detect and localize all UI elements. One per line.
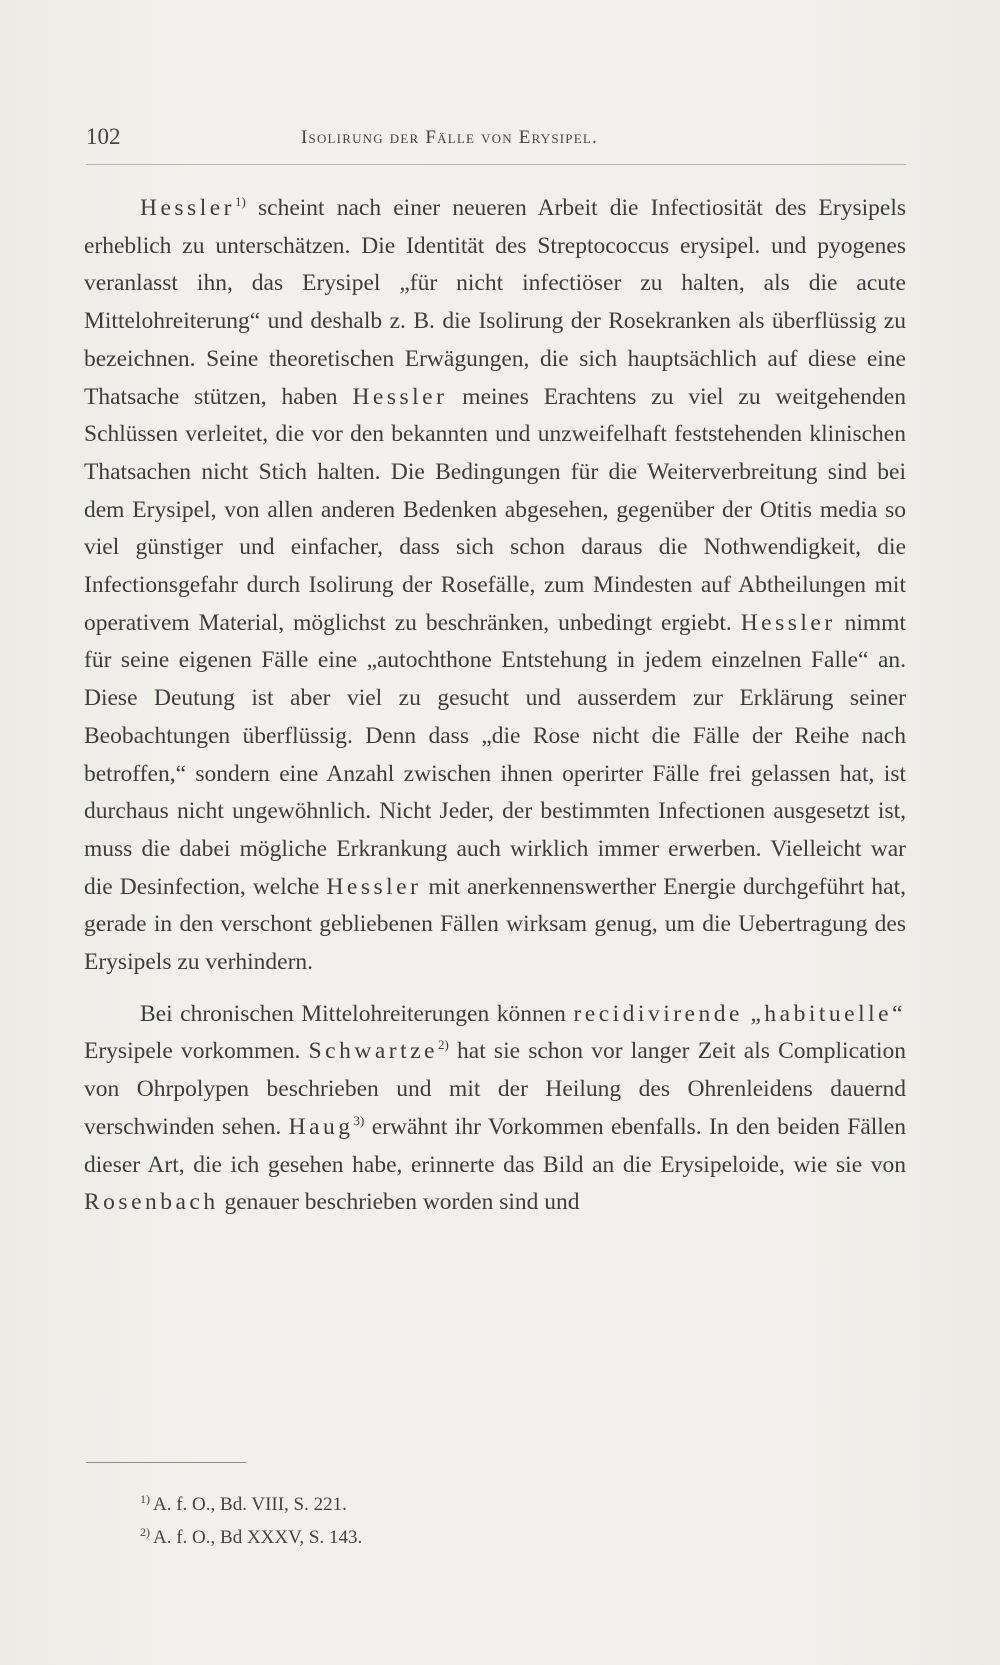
text-run: mit anerkennenswerther Energie durchgeführt hat, gerade in den verschont gebliebenen Fällen wirksam genug, um die Uebertragung des Erysipels zu verhindern.	[84, 873, 906, 976]
running-title: Isolirung der Fälle von Erysipel.	[301, 127, 598, 148]
spaced-name: Rosenbach	[84, 1189, 219, 1216]
spaced-name: „habituelle“	[750, 1000, 906, 1027]
spaced-name: Hessler	[352, 383, 448, 410]
footnote-text: A. f. O., Bd XXXV, S. 143.	[153, 1527, 363, 1548]
text-run: Bei chronischen Mittelohreiterungen können	[140, 1000, 574, 1027]
body-paragraph	[84, 190, 906, 982]
text-run: meines Erachtens zu viel zu weitgehenden Schlüssen verleitet, die vor den bekannten und unzweifelhaft feststehenden klinischen Thatsachen nicht Stich halten. Die Bedingungen für die Weiterverbreitung sind bei dem Erysipel, von allen anderen Bedenken abgesehen, gegenüber der Otitis media so viel günstiger und einfacher, dass sich schon daraus die Nothwendigkeit, die Infectionsgefahr durch Isolirung der Rosefälle, zum Mindesten auf Abtheilungen mit operativem Material, möglichst zu beschränken, unbedingt ergiebt.	[84, 383, 906, 636]
spaced-name: recidivirende	[573, 1000, 743, 1027]
footnote	[140, 1488, 640, 1521]
spaced-name: Hessler	[140, 195, 235, 221]
page-number: 102	[86, 124, 121, 149]
text-run: nimmt für seine eigenen Fälle eine „autochthone Entstehung in jedem einzelnen Falle“ an. Diese Deutung ist aber viel zu gesucht und ausserdem zur Erklärung seiner Beobachtungen überflüssig. Denn dass „die Rose nicht die Fälle der Reihe nach betroffen,“ sondern eine Anzahl zwischen ihnen operirter Fälle frei gelassen hat, ist durchaus nicht ungewöhnlich. Nicht Jeder, der bestimmten Infectionen ausgesetzt ist, muss die dabei mögliche Erkrankung auch wirklich immer erwerben. Vielleicht war die Desinfection, welche	[84, 609, 906, 900]
footnote-mark: 1)	[140, 1492, 150, 1506]
footnote-reference: 2)	[437, 1037, 449, 1053]
text-run: scheint nach einer neueren Arbeit die Infectiosität des Erysipels erheblich zu unterschätzen. Die Identität des Streptococcus erysipel. und pyogenes veranlasst ihn, das Erysipel „für nicht infectiöser zu halten, als die acute Mittelohreiterung“ und deshalb z. B. die Isolirung der Rosekranken als überflüssig zu bezeichnen. Seine theoretischen Erwägungen, die sich hauptsächlich auf diese eine Thatsache stützen, haben	[84, 195, 906, 410]
footnotes	[140, 1488, 640, 1554]
page-header	[86, 124, 906, 165]
text-run: hat sie schon vor langer Zeit als Complication von Ohrpolypen beschrieben und mit der Heilung des Ohrenleidens dauernd verschwinden sehen.	[84, 1038, 906, 1140]
body-text	[84, 190, 906, 1222]
body-paragraph	[84, 996, 906, 1222]
spaced-name: Hessler	[740, 609, 836, 636]
footnote-mark: 2)	[140, 1525, 150, 1539]
text-run: erwähnt ihr Vorkommen ebenfalls. In den beiden Fällen dieser Art, die ich gesehen habe, erinnerte das Bild an die Erysipeloide, wie sie von	[84, 1113, 906, 1178]
spaced-name: Hessler	[326, 873, 422, 900]
footnote-reference: 1)	[234, 194, 246, 209]
footnote	[140, 1521, 640, 1554]
footnote-reference: 3)	[353, 1112, 365, 1128]
spaced-name: Schwartze	[308, 1038, 438, 1065]
footnote-divider	[86, 1462, 246, 1463]
spaced-name: Haug	[288, 1113, 354, 1140]
text-run: genauer beschrieben worden sind und	[218, 1189, 580, 1216]
text-run: Erysipele vorkommen.	[84, 1038, 309, 1065]
footnote-text: A. f. O., Bd. VIII, S. 221.	[153, 1494, 347, 1515]
